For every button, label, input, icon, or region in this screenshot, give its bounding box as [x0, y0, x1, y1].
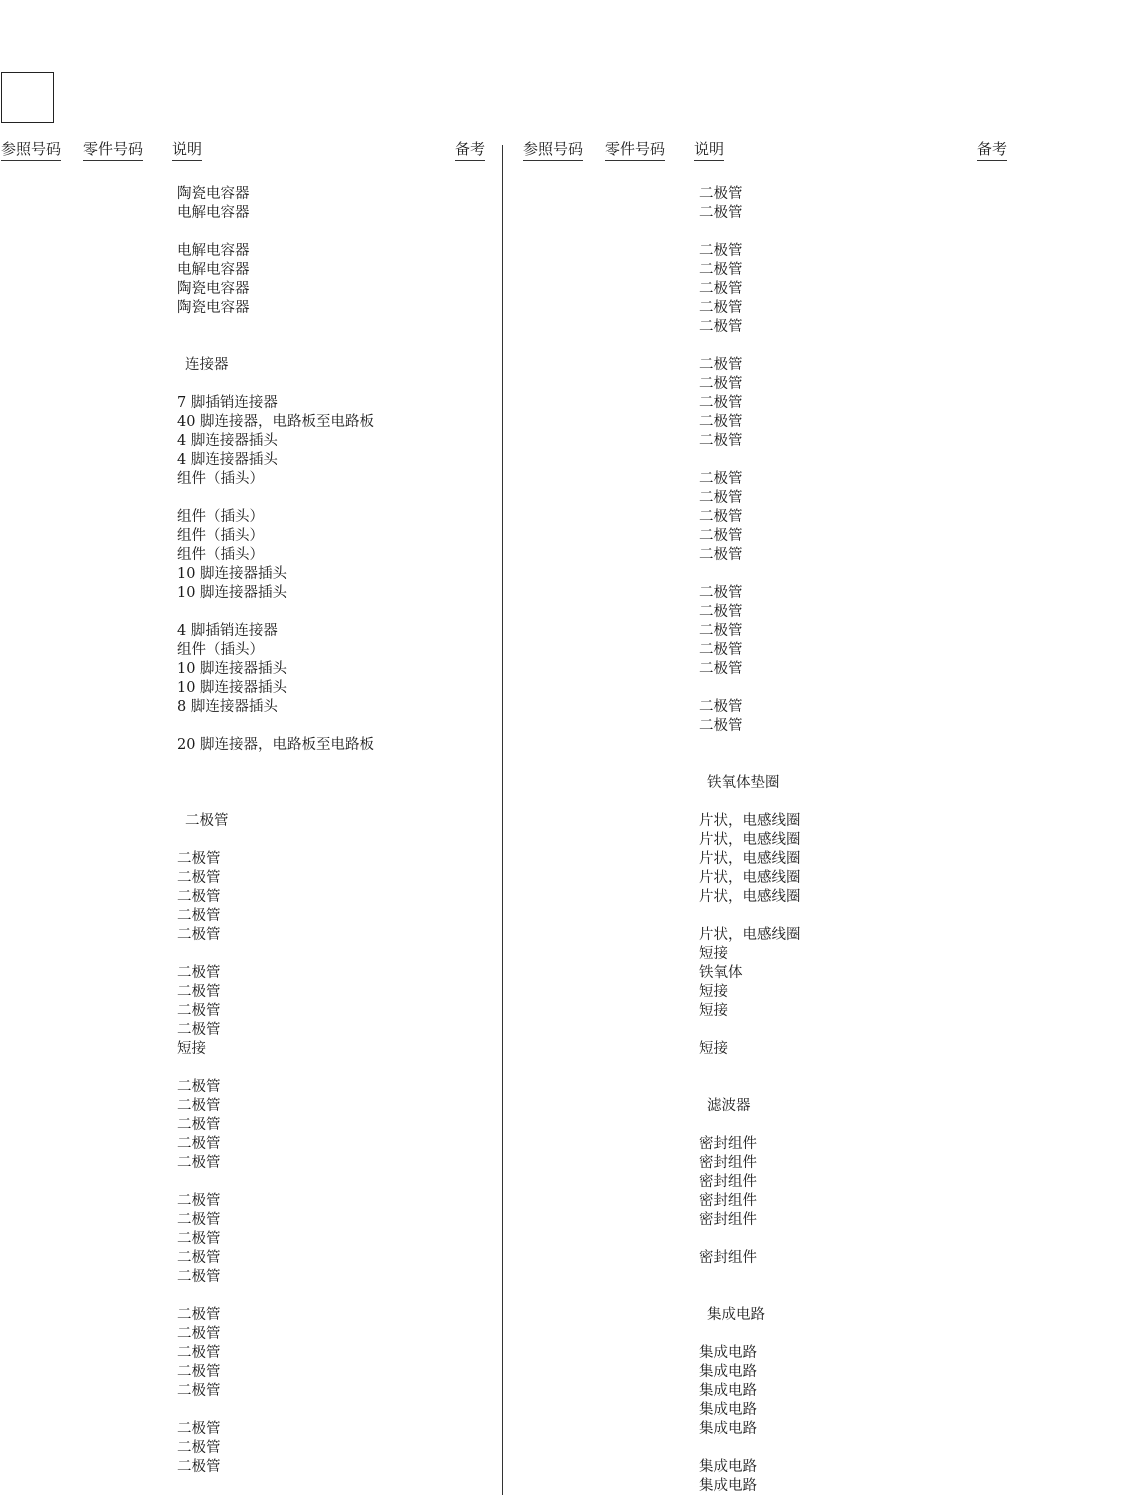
- part-description: 二极管: [699, 319, 743, 335]
- part-description: 二极管: [177, 1098, 221, 1114]
- part-description: 二极管: [177, 1155, 221, 1171]
- part-description: 电解电容器: [177, 243, 250, 259]
- part-description: 二极管: [699, 471, 743, 487]
- blank-line: [699, 1439, 801, 1458]
- right-header-description: 说明: [694, 139, 724, 161]
- part-description: 组件（插头）: [177, 642, 264, 658]
- blank-line: [699, 1059, 801, 1078]
- part-description: 二极管: [177, 1117, 221, 1133]
- right-header-remark: 备考: [977, 139, 1007, 161]
- part-description: 二极管: [699, 642, 743, 658]
- part-description: 二极管: [699, 585, 743, 601]
- part-description: 密封组件: [699, 1193, 757, 1209]
- part-description: 二极管: [699, 300, 743, 316]
- blank-line: [177, 603, 374, 622]
- part-description: 二极管: [177, 1459, 221, 1475]
- part-description: 密封组件: [699, 1155, 757, 1171]
- part-description: 4 脚连接器插头: [177, 452, 278, 468]
- part-description: 二极管: [177, 1421, 221, 1437]
- part-description: 二极管: [177, 908, 221, 924]
- part-description: 8 脚连接器插头: [177, 699, 278, 715]
- part-description: 密封组件: [699, 1212, 757, 1228]
- part-description: 二极管: [699, 528, 743, 544]
- part-description: 二极管: [177, 984, 221, 1000]
- blank-line: [699, 679, 801, 698]
- part-description: 二极管: [177, 965, 221, 981]
- blank-line: [699, 565, 801, 584]
- part-description: 二极管: [699, 718, 743, 734]
- part-description: 7 脚插销连接器: [177, 395, 278, 411]
- part-description: 片状，电感线圈: [699, 889, 801, 905]
- part-description: 二极管: [177, 1326, 221, 1342]
- part-description: 10 脚连接器插头: [177, 566, 288, 582]
- left-header-description: 说明: [172, 139, 202, 161]
- blank-line: [699, 1116, 801, 1135]
- part-description: 集成电路: [699, 1402, 757, 1418]
- part-description: 密封组件: [699, 1250, 757, 1266]
- part-description: 片状，电感线圈: [699, 870, 801, 886]
- blank-line: [177, 1059, 374, 1078]
- part-description: 组件（插头）: [177, 547, 264, 563]
- blank-line: [177, 793, 374, 812]
- blank-line: [699, 337, 801, 356]
- part-description: 10 脚连接器插头: [177, 661, 288, 677]
- part-description: 铁氧体: [699, 965, 743, 981]
- part-description: 二极管: [699, 395, 743, 411]
- right-description-column: [699, 185, 801, 1496]
- part-description: 组件（插头）: [177, 509, 264, 525]
- part-description: 二极管: [177, 1003, 221, 1019]
- part-description: 二极管: [177, 1364, 221, 1380]
- part-description: 陶瓷电容器: [177, 186, 250, 202]
- section-heading: 连接器: [185, 357, 229, 373]
- blank-line: [177, 1173, 374, 1192]
- part-description: 密封组件: [699, 1174, 757, 1190]
- blank-line: [699, 1325, 801, 1344]
- blank-line: [699, 451, 801, 470]
- blank-line: [699, 907, 801, 926]
- blank-line: [177, 1401, 374, 1420]
- part-description: 陶瓷电容器: [177, 300, 250, 316]
- part-description: 二极管: [699, 262, 743, 278]
- right-header-ref-no: 参照号码: [523, 139, 583, 161]
- left-header-remark: 备考: [455, 139, 485, 161]
- blank-line: [699, 1287, 801, 1306]
- part-description: 二极管: [177, 889, 221, 905]
- part-description: 片状，电感线圈: [699, 927, 801, 943]
- part-description: 二极管: [699, 661, 743, 677]
- blank-line: [177, 717, 374, 736]
- blank-line: [177, 223, 374, 242]
- part-description: 二极管: [177, 1231, 221, 1247]
- part-description: 二极管: [699, 490, 743, 506]
- section-heading: 二极管: [185, 813, 229, 829]
- part-description: 短接: [699, 1041, 728, 1057]
- left-header-part-no: 零件号码: [83, 139, 143, 161]
- part-description: 二极管: [699, 205, 743, 221]
- part-description: 二极管: [699, 604, 743, 620]
- part-description: 电解电容器: [177, 262, 250, 278]
- part-description: 集成电路: [699, 1364, 757, 1380]
- blank-line: [177, 489, 374, 508]
- part-description: 密封组件: [699, 1136, 757, 1152]
- part-description: 二极管: [699, 433, 743, 449]
- blank-line: [699, 793, 801, 812]
- blank-line: [177, 774, 374, 793]
- part-description: 二极管: [177, 1269, 221, 1285]
- part-description: 短接: [699, 946, 728, 962]
- part-description: 二极管: [177, 927, 221, 943]
- part-description: 二极管: [177, 1383, 221, 1399]
- part-description: 10 脚连接器插头: [177, 585, 288, 601]
- right-header-part-no: 零件号码: [605, 139, 665, 161]
- blank-line: [177, 945, 374, 964]
- blank-line: [699, 1078, 801, 1097]
- part-description: 二极管: [177, 1136, 221, 1152]
- part-description: 二极管: [699, 243, 743, 259]
- part-description: 电解电容器: [177, 205, 250, 221]
- blank-line: [177, 755, 374, 774]
- part-description: 片状，电感线圈: [699, 851, 801, 867]
- part-description: 二极管: [699, 281, 743, 297]
- blank-line: [699, 1021, 801, 1040]
- blank-line: [699, 736, 801, 755]
- part-description: 二极管: [177, 1193, 221, 1209]
- part-description: 陶瓷电容器: [177, 281, 250, 297]
- section-heading: 铁氧体垫圈: [707, 775, 780, 791]
- part-description: 二极管: [177, 1345, 221, 1361]
- part-description: 二极管: [699, 414, 743, 430]
- part-description: 4 脚连接器插头: [177, 433, 278, 449]
- part-description: 集成电路: [699, 1478, 757, 1494]
- part-description: 短接: [177, 1041, 206, 1057]
- part-description: 集成电路: [699, 1459, 757, 1475]
- section-heading: 滤波器: [707, 1098, 751, 1114]
- blank-line: [699, 1268, 801, 1287]
- blank-line: [177, 318, 374, 337]
- blank-line: [699, 1230, 801, 1249]
- part-description: 组件（插头）: [177, 471, 264, 487]
- part-description: 二极管: [699, 699, 743, 715]
- part-description: 集成电路: [699, 1383, 757, 1399]
- part-description: 短接: [699, 984, 728, 1000]
- part-description: 二极管: [177, 851, 221, 867]
- part-description: 10 脚连接器插头: [177, 680, 288, 696]
- blank-line: [699, 223, 801, 242]
- part-description: 片状，电感线圈: [699, 813, 801, 829]
- part-description: 二极管: [177, 1250, 221, 1266]
- part-description: 二极管: [177, 1307, 221, 1323]
- blank-line: [177, 337, 374, 356]
- part-description: 集成电路: [699, 1345, 757, 1361]
- part-description: 组件（插头）: [177, 528, 264, 544]
- part-description: 短接: [699, 1003, 728, 1019]
- part-description: 片状，电感线圈: [699, 832, 801, 848]
- part-description: 4 脚插销连接器: [177, 623, 278, 639]
- left-header-ref-no: 参照号码: [1, 139, 61, 161]
- blank-line: [177, 831, 374, 850]
- part-description: 二极管: [699, 623, 743, 639]
- part-description: 二极管: [177, 1212, 221, 1228]
- part-description: 集成电路: [699, 1421, 757, 1437]
- part-description: 二极管: [699, 376, 743, 392]
- part-description: 二极管: [699, 509, 743, 525]
- part-description: 40 脚连接器，电路板至电路板: [177, 414, 375, 430]
- part-description: 二极管: [699, 186, 743, 202]
- part-description: 二极管: [177, 870, 221, 886]
- part-description: 二极管: [699, 357, 743, 373]
- blank-line: [177, 1287, 374, 1306]
- part-description: 二极管: [177, 1079, 221, 1095]
- part-description: 二极管: [177, 1440, 221, 1456]
- part-description: 二极管: [177, 1022, 221, 1038]
- part-description: 二极管: [699, 547, 743, 563]
- blank-marker-box: [1, 72, 54, 123]
- part-description: 20 脚连接器，电路板至电路板: [177, 737, 375, 753]
- column-divider: [502, 145, 503, 1495]
- blank-line: [699, 755, 801, 774]
- section-heading: 集成电路: [707, 1307, 765, 1323]
- blank-line: [177, 375, 374, 394]
- left-description-column: [177, 185, 374, 1477]
